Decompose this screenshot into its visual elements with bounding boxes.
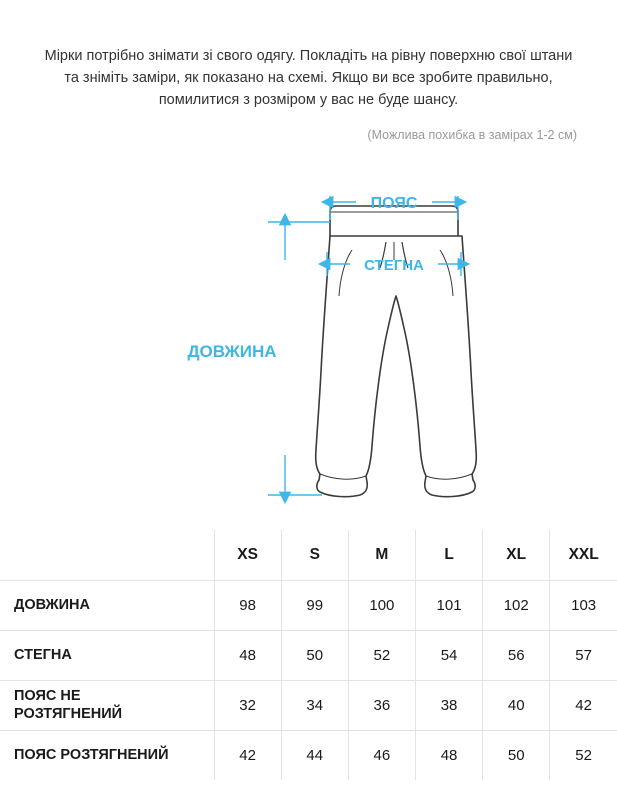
table-header-row xyxy=(0,530,617,580)
cell-hips-s: 50 xyxy=(281,630,348,680)
size-header-xs: XS xyxy=(214,530,281,580)
cell-waist-stretched-l: 48 xyxy=(415,730,482,780)
size-header-xxl: XXL xyxy=(550,530,617,580)
cell-hips-xs: 48 xyxy=(214,630,281,680)
measurement-tolerance-note: (Можлива похибка в замірах 1-2 см) xyxy=(367,127,577,142)
row-label-waist-relaxed xyxy=(0,680,214,730)
size-table-container xyxy=(0,530,617,780)
size-header-s: S xyxy=(281,530,348,580)
cell-waist-relaxed-xs: 32 xyxy=(214,680,281,730)
cell-waist-relaxed-xxl: 42 xyxy=(550,680,617,730)
cell-hips-xxl: 57 xyxy=(550,630,617,680)
table-corner-cell xyxy=(0,530,214,580)
cell-waist-stretched-s: 44 xyxy=(281,730,348,780)
length-label: ДОВЖИНА xyxy=(187,342,277,361)
table-row xyxy=(0,680,617,730)
row-label-waist-stretched: ПОЯС РОЗТЯГНЕНИЙ xyxy=(0,730,214,780)
size-header-m: M xyxy=(348,530,415,580)
cell-length-m: 100 xyxy=(348,580,415,630)
pants-measurement-diagram xyxy=(0,150,617,520)
cell-length-xxl: 103 xyxy=(550,580,617,630)
intro-paragraph: Мірки потрібно знімати зі свого одягу. Покладіть на рівну поверхню свої штани та зніміть заміри, як показано на схемі. Якщо ви все зробите правильно, помилитися з розміром у вас не буде шансу. xyxy=(44,47,573,109)
row-label-waist-relaxed-line1: ПОЯС НЕ xyxy=(14,687,81,704)
cell-waist-stretched-xl: 50 xyxy=(483,730,550,780)
table-row xyxy=(0,580,617,630)
cell-hips-m: 52 xyxy=(348,630,415,680)
table-row xyxy=(0,630,617,680)
cell-length-xs: 98 xyxy=(214,580,281,630)
cell-length-l: 101 xyxy=(415,580,482,630)
cell-waist-relaxed-xl: 40 xyxy=(483,680,550,730)
row-label-length: ДОВЖИНА xyxy=(0,580,214,630)
row-label-hips: СТЕГНА xyxy=(0,630,214,680)
size-header-xl: XL xyxy=(483,530,550,580)
cell-hips-l: 54 xyxy=(415,630,482,680)
cell-length-xl: 102 xyxy=(483,580,550,630)
cell-waist-stretched-xxl: 52 xyxy=(550,730,617,780)
hips-label: СТЕГНА xyxy=(364,257,424,274)
cell-hips-xl: 56 xyxy=(483,630,550,680)
table-row xyxy=(0,730,617,780)
cell-length-s: 99 xyxy=(281,580,348,630)
cell-waist-relaxed-m: 36 xyxy=(348,680,415,730)
row-label-waist-relaxed-line2: РОЗТЯГНЕНИЙ xyxy=(14,706,123,722)
cell-waist-stretched-m: 46 xyxy=(348,730,415,780)
size-header-l: L xyxy=(415,530,482,580)
cell-waist-relaxed-s: 34 xyxy=(281,680,348,730)
cell-waist-relaxed-l: 38 xyxy=(415,680,482,730)
waist-label: ПОЯС xyxy=(370,195,418,212)
cell-waist-stretched-xs: 42 xyxy=(214,730,281,780)
size-table xyxy=(0,530,617,780)
